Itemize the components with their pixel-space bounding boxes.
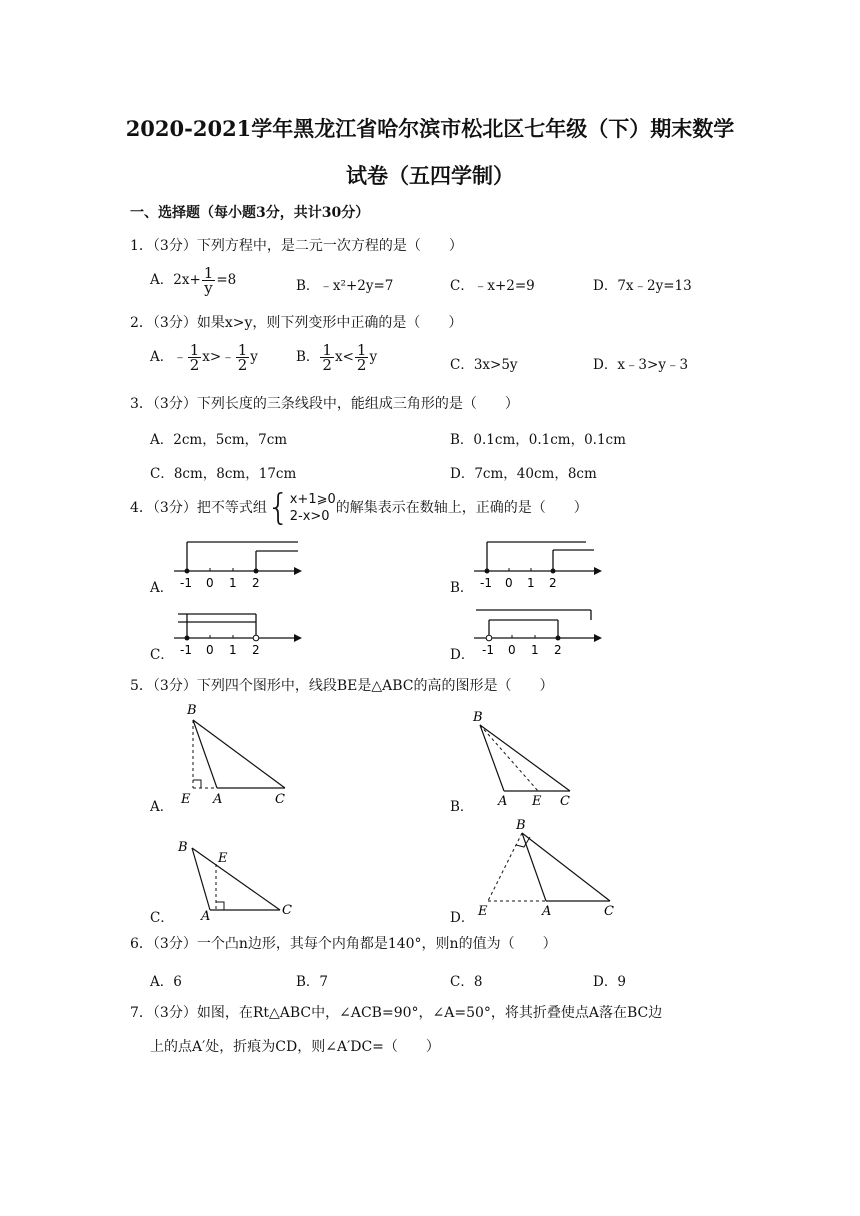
question-4-stem: 4．（3分）把不等式组{ x+1⩾0 2-x>0 的解集表示在数轴上，正确的是（ ）: [130, 487, 588, 528]
paper-title-line1: 2020-2021学年黑龙江省哈尔滨市松北区七年级（下）期末数学: [125, 116, 735, 141]
q1-option-d: D．7x﹣2y=13: [593, 278, 692, 294]
q1-option-a: A．2x+ $\frac{1}{y}$ =8: [150, 264, 237, 297]
q5-option-d-label: D．: [450, 910, 475, 926]
q6-option-b: B．7: [296, 974, 329, 990]
q3-option-a: A．2cm，5cm，7cm: [150, 432, 288, 448]
number-line-b: [470, 537, 605, 593]
triangle-figure-a: [175, 700, 295, 810]
svg-text:-1: -1: [480, 576, 492, 590]
q6-option-a: A．6: [150, 974, 182, 990]
q1-option-c: C．﹣x+2=9: [450, 278, 535, 294]
svg-text:A: A: [498, 794, 508, 809]
q3-option-d: D．7cm，40cm，8cm: [450, 466, 597, 482]
q2-option-a: A．﹣ $\frac{1}{2}$ x>﹣ $\frac{1}{2}$ y: [150, 341, 258, 374]
svg-text:E: E: [478, 904, 488, 919]
q3-option-b: B．0.1cm，0.1cm，0.1cm: [450, 432, 626, 448]
q2-option-d: D．x﹣3>y﹣3: [593, 357, 689, 373]
q6-option-c: C．8: [450, 974, 483, 990]
svg-text:B: B: [178, 840, 188, 855]
svg-text:0: 0: [508, 643, 516, 657]
q2-option-b: B． $\frac{1}{2}$ x< $\frac{1}{2}$ y: [296, 341, 378, 374]
svg-text:A: A: [213, 792, 223, 807]
triangle-figure-b: [468, 705, 588, 810]
svg-text:A: A: [201, 909, 211, 924]
section-header: 一、选择题（每小题3分，共计30分）: [130, 205, 370, 221]
svg-text:2: 2: [252, 643, 260, 657]
svg-text:E: E: [181, 792, 191, 807]
svg-text:1: 1: [229, 643, 237, 657]
q5-option-a-label: A．: [150, 799, 174, 815]
svg-text:E: E: [532, 794, 542, 809]
q6-option-d: D．9: [593, 974, 626, 990]
question-6-stem: 6．（3分）一个凸n边形，其每个内角都是140°，则n的值为（ ）: [130, 936, 557, 952]
svg-text:A: A: [542, 904, 552, 919]
question-2-stem: 2．（3分）如果x>y，则下列变形中正确的是（ ）: [130, 315, 463, 331]
svg-text:2: 2: [252, 576, 260, 590]
svg-text:2: 2: [554, 643, 562, 657]
q4-option-d-label: D．: [450, 647, 475, 663]
q4-option-c-label: C．: [150, 647, 174, 663]
svg-text:B: B: [516, 818, 526, 833]
svg-text:1: 1: [229, 576, 237, 590]
q3-option-c: C．8cm，8cm，17cm: [150, 466, 297, 482]
svg-text:-1: -1: [482, 643, 494, 657]
svg-text:1: 1: [531, 643, 539, 657]
brace-symbol: {: [266, 487, 290, 528]
question-3-stem: 3．（3分）下列长度的三条线段中，能组成三角形的是（ ）: [130, 396, 519, 412]
q1-option-b: B．﹣x²+2y=7: [296, 278, 394, 294]
svg-text:-1: -1: [180, 643, 192, 657]
q5-option-b-label: B．: [450, 799, 474, 815]
number-line-c: [170, 608, 305, 658]
q2-option-c: C．3x>5y: [450, 357, 518, 373]
q4-option-b-label: B．: [450, 580, 474, 596]
svg-text:C: C: [275, 792, 285, 807]
svg-text:0: 0: [206, 576, 214, 590]
question-7-line1: 7．（3分）如图，在Rt△ABC中，∠ACB=90°，∠A=50°，将其折叠使点A落在BC边: [130, 1005, 663, 1021]
question-5-stem: 5．（3分）下列四个图形中，线段BE是△ABC的高的图形是（ ）: [130, 678, 554, 694]
paper-title-line2: 试卷（五四学制）: [346, 163, 514, 188]
triangle-figure-c: [172, 836, 302, 924]
triangle-figure-d: [468, 815, 618, 920]
question-1-stem: 1．（3分）下列方程中，是二元一次方程的是（ ）: [130, 238, 463, 254]
number-line-a: [170, 537, 305, 593]
svg-text:0: 0: [206, 643, 214, 657]
svg-text:2: 2: [549, 576, 557, 590]
svg-text:1: 1: [527, 576, 535, 590]
svg-text:B: B: [473, 710, 483, 725]
q5-option-c-label: C．: [150, 910, 174, 926]
number-line-d: [470, 606, 605, 658]
svg-text:C: C: [604, 904, 614, 919]
svg-text:0: 0: [505, 576, 513, 590]
q4-option-a-label: A．: [150, 580, 174, 596]
question-7-line2: 上的点A′处，折痕为CD，则∠A′DC=（ ）: [150, 1039, 440, 1055]
svg-text:E: E: [218, 851, 228, 866]
svg-text:C: C: [560, 794, 570, 809]
svg-text:-1: -1: [180, 576, 192, 590]
svg-text:B: B: [187, 703, 197, 718]
svg-text:C: C: [282, 903, 292, 918]
